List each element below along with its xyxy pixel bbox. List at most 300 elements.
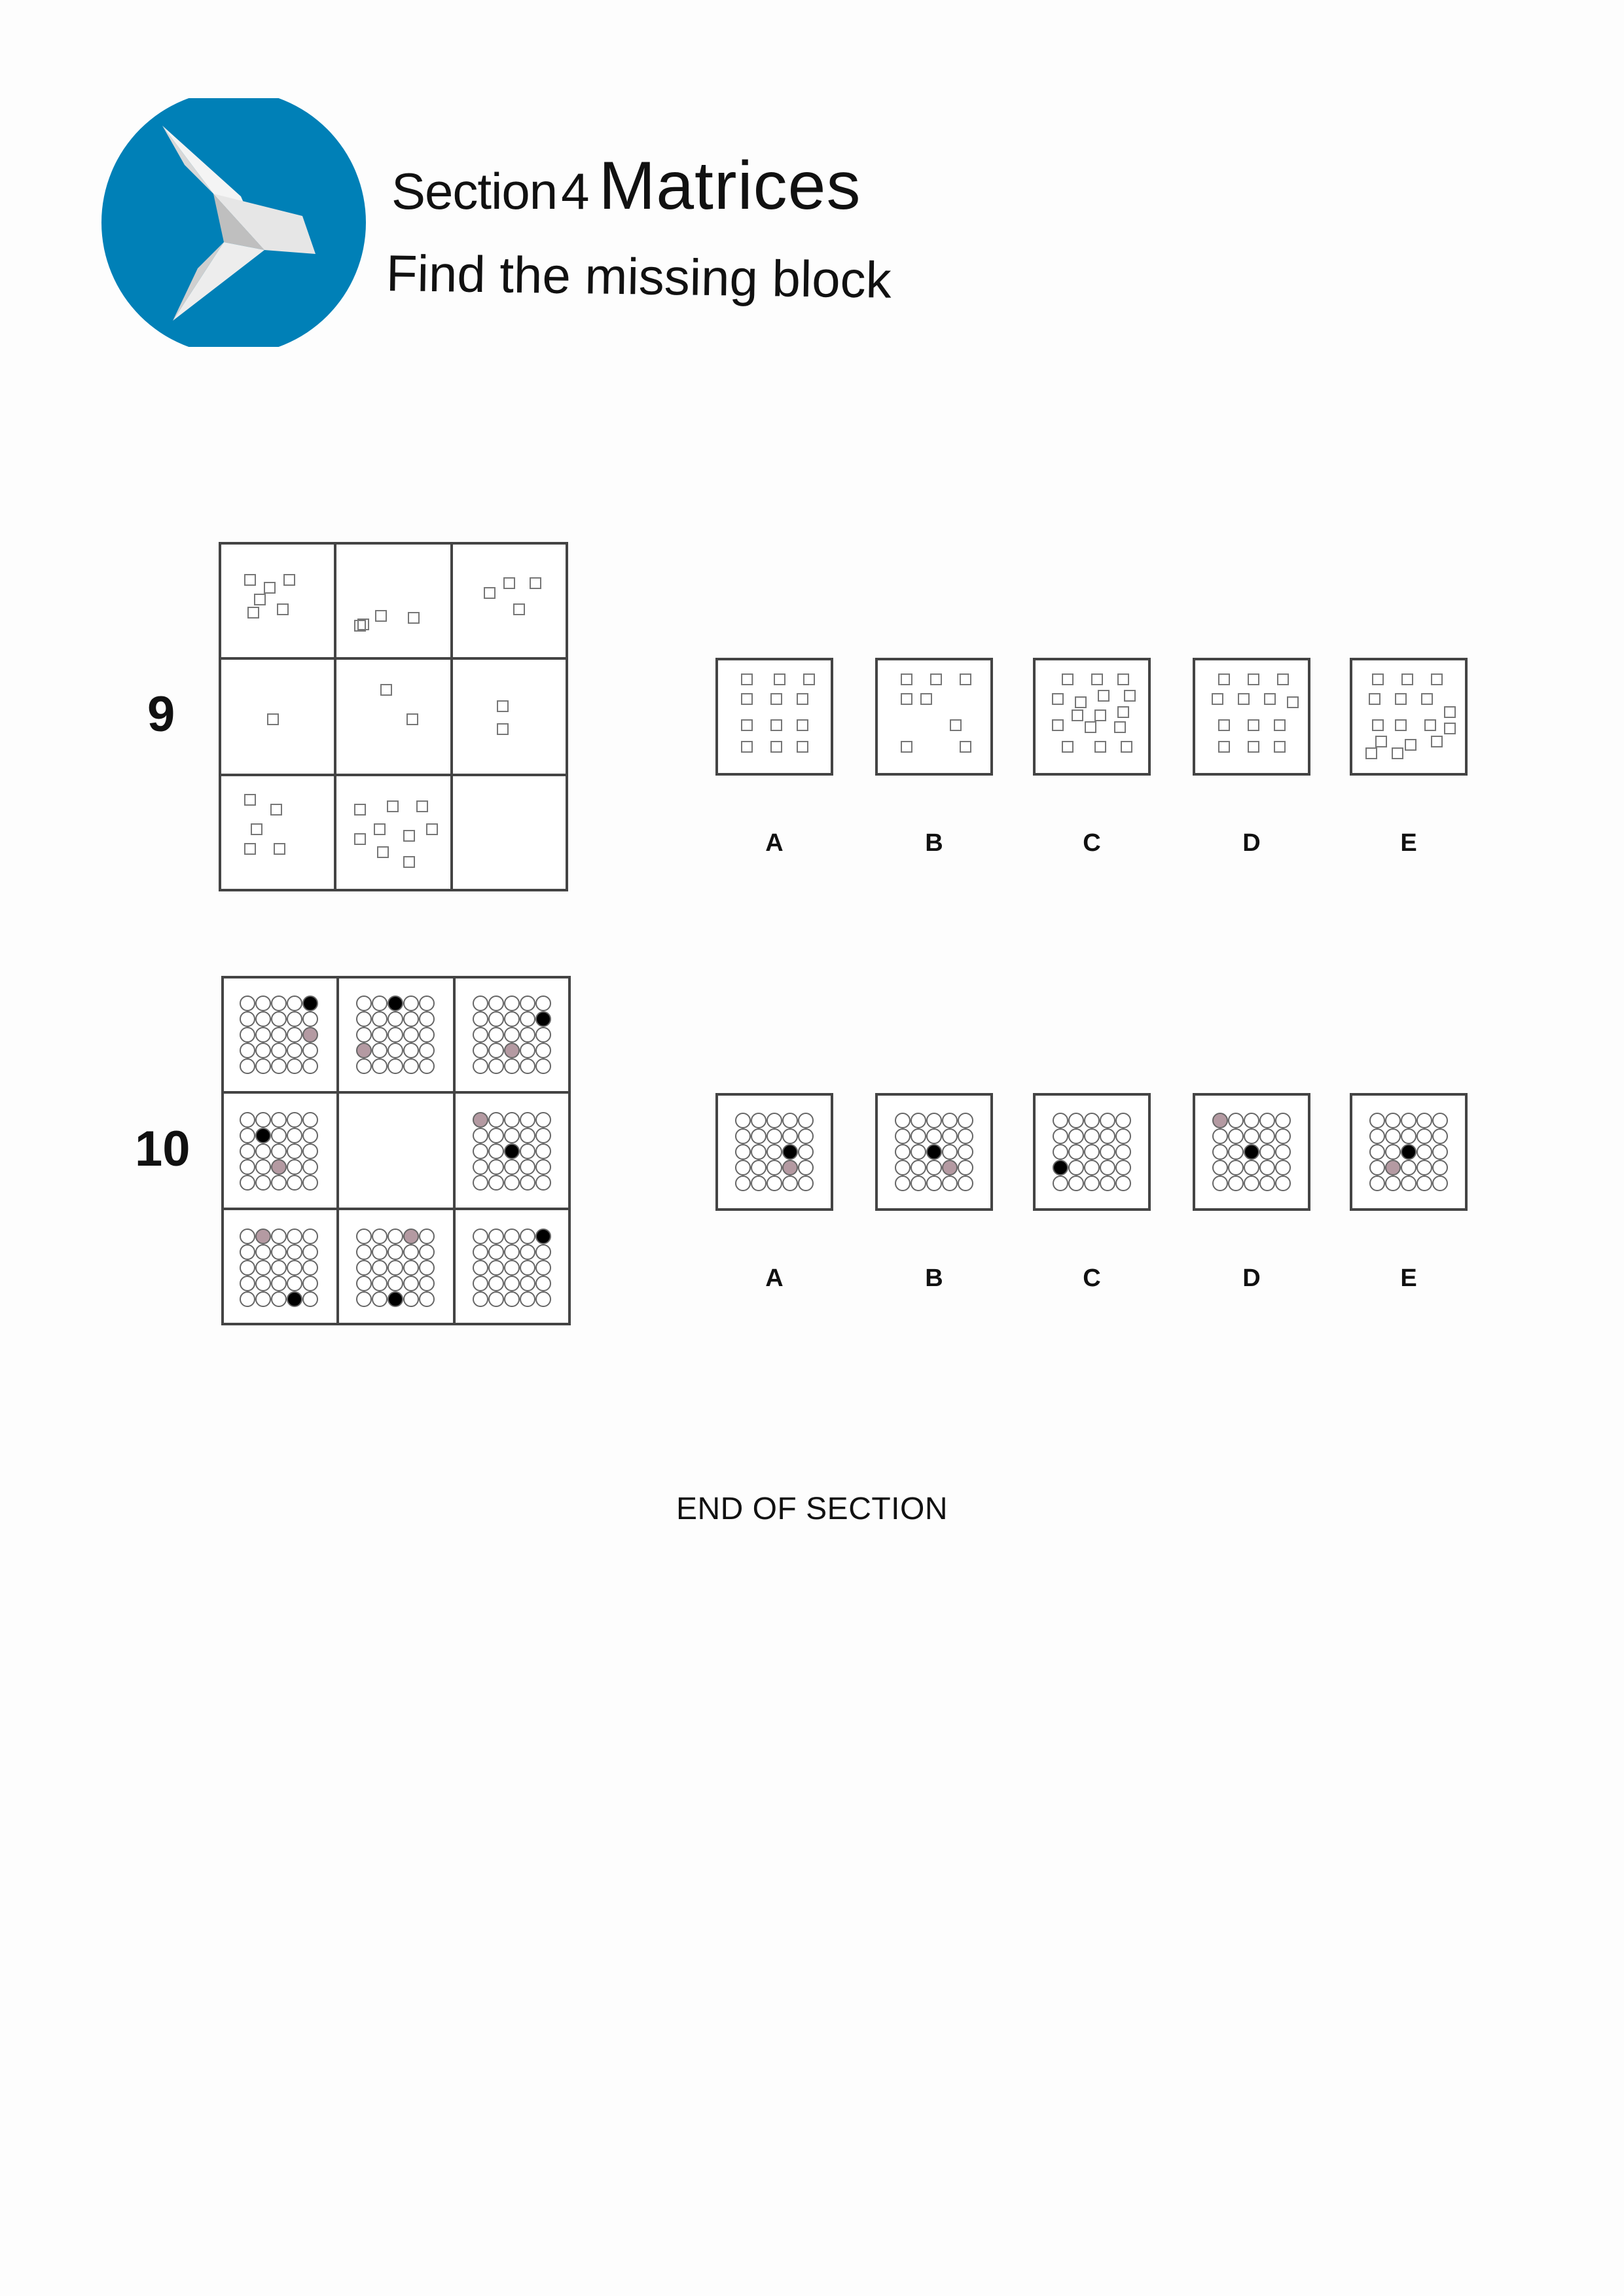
dot-circle [767, 1145, 782, 1159]
dot-circle [1433, 1129, 1447, 1143]
dot-circle [287, 1292, 302, 1306]
dot-circle [272, 1160, 286, 1174]
dot-circle [489, 1144, 503, 1158]
answer-option-c[interactable] [1033, 658, 1151, 776]
dot-circle [287, 1113, 302, 1127]
dot-circle [240, 1229, 255, 1244]
dot-circle [520, 996, 535, 1011]
dot-circle [1116, 1145, 1130, 1159]
dot-circle [943, 1145, 957, 1159]
answer-option-c[interactable] [1033, 1093, 1151, 1211]
dot-circle [303, 996, 317, 1011]
dot-circle [1244, 1160, 1259, 1175]
option-label: C [1083, 1265, 1101, 1292]
dot-circle [1276, 1113, 1290, 1128]
dot-circle [736, 1113, 750, 1128]
dot-circle [287, 1144, 302, 1158]
dot-circle [372, 996, 387, 1011]
dot-circle [505, 1261, 519, 1275]
dot-circle [489, 1059, 503, 1073]
dot-circle [357, 996, 371, 1011]
dot-circle [303, 1245, 317, 1259]
dot-circle [303, 1113, 317, 1127]
dot-circle [473, 996, 488, 1011]
q10-matrix [221, 976, 571, 1325]
dot-circle [536, 1128, 550, 1143]
q9-matrix-frame [220, 543, 567, 890]
dot-circle [388, 996, 403, 1011]
answer-option-d[interactable] [1193, 1093, 1310, 1211]
dot-circle [287, 1261, 302, 1275]
dot-circle [1100, 1129, 1115, 1143]
dot-circle [404, 1261, 418, 1275]
dot-circle [404, 996, 418, 1011]
question-number: 9 [147, 687, 175, 742]
dot-circle [272, 1059, 286, 1073]
dot-circle [420, 1059, 434, 1073]
dot-circle [895, 1145, 910, 1159]
dot-circle [240, 1059, 255, 1073]
dot-circle [272, 1028, 286, 1042]
dot-circle [927, 1176, 941, 1191]
dot-circle [751, 1113, 766, 1128]
dot-circle [272, 1012, 286, 1026]
section-number: 4 [561, 162, 590, 220]
dot-circle [357, 1012, 371, 1026]
dot-circle [372, 1043, 387, 1058]
dot-circle [473, 1028, 488, 1042]
dot-circle [520, 1128, 535, 1143]
dot-circle [958, 1176, 973, 1191]
dot-circle [420, 1012, 434, 1026]
answer-option-b[interactable] [875, 1093, 993, 1211]
dot-circle [505, 1175, 519, 1190]
dot-circle [357, 1292, 371, 1306]
dot-circle [927, 1160, 941, 1175]
dot-circle [505, 1059, 519, 1073]
dot-circle [372, 1012, 387, 1026]
dot-circle [927, 1113, 941, 1128]
dot-circle [751, 1176, 766, 1191]
dot-circle [272, 1276, 286, 1291]
dot-circle [372, 1276, 387, 1291]
dot-circle [287, 1043, 302, 1058]
dot-circle [303, 1261, 317, 1275]
dot-circle [536, 1012, 550, 1026]
dot-circle [505, 1043, 519, 1058]
option-label: E [1400, 829, 1417, 857]
dot-circle [240, 1113, 255, 1127]
dot-circle [489, 1012, 503, 1026]
dot-circle [1085, 1176, 1099, 1191]
dot-circle [303, 1059, 317, 1073]
dot-circle [799, 1176, 813, 1191]
dot-circle [1260, 1129, 1274, 1143]
dot-circle [536, 1144, 550, 1158]
option-label: D [1242, 1265, 1261, 1292]
dot-circle [958, 1113, 973, 1128]
dot-circle [303, 1043, 317, 1058]
dot-circle [420, 1261, 434, 1275]
dot-circle [895, 1160, 910, 1175]
dot-circle [1213, 1145, 1227, 1159]
dot-circle [1244, 1176, 1259, 1191]
q9-matrix [219, 542, 568, 891]
dot-circle [927, 1129, 941, 1143]
answer-option-e[interactable] [1350, 1093, 1468, 1211]
dot-circle [520, 1261, 535, 1275]
dot-circle [895, 1129, 910, 1143]
dot-circle [1401, 1129, 1416, 1143]
dot-circle [1069, 1176, 1083, 1191]
dot-circle [404, 1043, 418, 1058]
dot-circle [272, 1245, 286, 1259]
dot-circle [473, 1245, 488, 1259]
dot-circle [958, 1129, 973, 1143]
dot-circle [520, 1229, 535, 1244]
answer-option-a[interactable] [715, 1093, 833, 1211]
dot-circle [783, 1129, 797, 1143]
dot-circle [272, 1292, 286, 1306]
dot-circle [287, 1012, 302, 1026]
dot-circle [420, 1229, 434, 1244]
dot-circle [1386, 1129, 1400, 1143]
dot-circle [1244, 1145, 1259, 1159]
dot-circle [1069, 1160, 1083, 1175]
dot-circle [420, 1043, 434, 1058]
dot-circle [388, 1059, 403, 1073]
dot-circle [473, 1261, 488, 1275]
dot-circle [256, 1245, 270, 1259]
dot-circle [1276, 1176, 1290, 1191]
dot-circle [473, 1229, 488, 1244]
dot-circle [473, 1059, 488, 1073]
dot-circle [303, 1128, 317, 1143]
dot-circle [473, 1113, 488, 1127]
dot-circle [420, 996, 434, 1011]
dot-circle [372, 1229, 387, 1244]
option-label: A [765, 829, 784, 857]
dot-circle [1276, 1160, 1290, 1175]
dot-circle [240, 1043, 255, 1058]
option-label: A [765, 1265, 784, 1292]
section-title: Matrices [598, 148, 861, 224]
dot-circle [489, 996, 503, 1011]
dot-circle [272, 996, 286, 1011]
dot-circle [240, 996, 255, 1011]
dot-circle [1053, 1145, 1068, 1159]
dot-circle [1401, 1113, 1416, 1128]
dot-circle [357, 1059, 371, 1073]
dot-circle [783, 1160, 797, 1175]
dot-circle [256, 1113, 270, 1127]
dot-circle [1260, 1145, 1274, 1159]
dot-circle [287, 1160, 302, 1174]
dot-circle [303, 1012, 317, 1026]
dot-circle [767, 1160, 782, 1175]
dot-circle [1213, 1113, 1227, 1128]
dot-circle [911, 1145, 926, 1159]
dot-circle [1100, 1145, 1115, 1159]
dot-circle [256, 1059, 270, 1073]
dot-circle [1370, 1160, 1384, 1175]
dot-circle [420, 1276, 434, 1291]
dot-circle [958, 1145, 973, 1159]
dot-circle [1085, 1160, 1099, 1175]
dot-circle [1100, 1176, 1115, 1191]
dot-circle [505, 1292, 519, 1306]
dot-circle [1213, 1129, 1227, 1143]
dot-circle [799, 1145, 813, 1159]
dot-circle [489, 1175, 503, 1190]
dot-circle [256, 1160, 270, 1174]
dot-circle [388, 1261, 403, 1275]
dot-circle [767, 1113, 782, 1128]
dot-circle [473, 1175, 488, 1190]
dot-circle [240, 1012, 255, 1026]
dot-circle [256, 1229, 270, 1244]
dot-circle [767, 1129, 782, 1143]
dot-circle [1260, 1176, 1274, 1191]
dot-circle [388, 1276, 403, 1291]
dot-circle [473, 1012, 488, 1026]
option-label: D [1242, 829, 1261, 857]
dot-circle [783, 1145, 797, 1159]
dot-circle [287, 1229, 302, 1244]
dot-circle [1100, 1113, 1115, 1128]
dot-circle [1100, 1160, 1115, 1175]
dot-circle [1260, 1160, 1274, 1175]
dot-circle [1386, 1176, 1400, 1191]
dot-circle [287, 1128, 302, 1143]
dot-circle [272, 1175, 286, 1190]
dot-circle [1433, 1160, 1447, 1175]
dot-circle [489, 1276, 503, 1291]
dot-circle [927, 1145, 941, 1159]
dot-circle [303, 1229, 317, 1244]
dot-circle [240, 1292, 255, 1306]
dot-circle [1370, 1145, 1384, 1159]
dot-circle [736, 1145, 750, 1159]
dot-circle [404, 1229, 418, 1244]
dot-circle [1276, 1129, 1290, 1143]
dot-circle [505, 1229, 519, 1244]
dot-circle [520, 1292, 535, 1306]
dot-circle [473, 1144, 488, 1158]
dot-circle [357, 1028, 371, 1042]
dot-circle [388, 1245, 403, 1259]
dot-circle [536, 1261, 550, 1275]
dot-circle [536, 1113, 550, 1127]
dot-circle [1053, 1160, 1068, 1175]
dot-circle [943, 1160, 957, 1175]
dot-circle [372, 1059, 387, 1073]
dot-circle [958, 1160, 973, 1175]
dot-circle [1260, 1113, 1274, 1128]
dot-circle [287, 1245, 302, 1259]
dot-circle [272, 1128, 286, 1143]
dot-circle [404, 1245, 418, 1259]
dot-circle [489, 1128, 503, 1143]
dot-circle [287, 1059, 302, 1073]
dot-circle [1069, 1113, 1083, 1128]
dot-circle [943, 1176, 957, 1191]
dot-circle [736, 1129, 750, 1143]
dot-circle [388, 1028, 403, 1042]
dot-circle [1053, 1113, 1068, 1128]
dot-circle [1417, 1145, 1432, 1159]
dot-circle [489, 1245, 503, 1259]
dot-circle [751, 1129, 766, 1143]
dot-circle [388, 1229, 403, 1244]
dot-circle [489, 1160, 503, 1174]
dot-circle [536, 1276, 550, 1291]
answer-option-d[interactable] [1193, 658, 1310, 776]
dot-circle [388, 1292, 403, 1306]
dot-circle [799, 1113, 813, 1128]
section-label: Section [391, 162, 558, 220]
dot-circle [357, 1229, 371, 1244]
dot-circle [357, 1245, 371, 1259]
dot-circle [1085, 1129, 1099, 1143]
dot-circle [783, 1113, 797, 1128]
dot-circle [536, 996, 550, 1011]
dot-circle [1386, 1113, 1400, 1128]
dot-circle [489, 1028, 503, 1042]
dot-circle [536, 1160, 550, 1174]
answer-option-b[interactable] [875, 658, 993, 776]
dot-circle [256, 1175, 270, 1190]
dot-circle [1401, 1176, 1416, 1191]
dot-circle [505, 1245, 519, 1259]
option-label: C [1083, 829, 1101, 857]
dot-circle [240, 1175, 255, 1190]
dot-circle [404, 1292, 418, 1306]
dot-circle [404, 1276, 418, 1291]
dot-circle [489, 1292, 503, 1306]
dot-circle [1244, 1113, 1259, 1128]
dot-circle [256, 1144, 270, 1158]
dot-circle [388, 1012, 403, 1026]
dot-circle [911, 1176, 926, 1191]
dot-circle [943, 1113, 957, 1128]
dot-circle [357, 1261, 371, 1275]
dot-circle [303, 1175, 317, 1190]
dot-circle [1229, 1176, 1243, 1191]
dot-circle [256, 1028, 270, 1042]
dot-circle [240, 1144, 255, 1158]
dot-circle [473, 1128, 488, 1143]
dot-circle [272, 1261, 286, 1275]
dot-circle [272, 1113, 286, 1127]
dot-circle [911, 1129, 926, 1143]
dot-circle [767, 1176, 782, 1191]
dot-circle [736, 1176, 750, 1191]
origami-bird-logo-icon [99, 98, 368, 347]
dot-circle [1417, 1160, 1432, 1175]
dot-circle [240, 1276, 255, 1291]
answer-option-e[interactable] [1350, 658, 1468, 776]
dot-circle [287, 996, 302, 1011]
dot-circle [287, 1175, 302, 1190]
dot-circle [404, 1012, 418, 1026]
dot-circle [372, 1261, 387, 1275]
dot-circle [911, 1113, 926, 1128]
dot-circle [505, 1113, 519, 1127]
dot-circle [1370, 1129, 1384, 1143]
dot-circle [1116, 1160, 1130, 1175]
dot-circle [372, 1292, 387, 1306]
dot-circle [1417, 1176, 1432, 1191]
dot-circle [505, 1012, 519, 1026]
dot-circle [303, 1292, 317, 1306]
dot-circle [1116, 1113, 1130, 1128]
dot-circle [404, 1059, 418, 1073]
dot-circle [1244, 1129, 1259, 1143]
dot-circle [520, 1059, 535, 1073]
dot-circle [404, 1028, 418, 1042]
dot-circle [536, 1059, 550, 1073]
dot-circle [520, 1113, 535, 1127]
dot-circle [287, 1276, 302, 1291]
dot-circle [489, 1229, 503, 1244]
dot-circle [473, 1160, 488, 1174]
dot-circle [1386, 1145, 1400, 1159]
dot-circle [536, 1043, 550, 1058]
dot-circle [256, 1261, 270, 1275]
dot-circle [505, 1144, 519, 1158]
dot-circle [895, 1176, 910, 1191]
dot-circle [1116, 1129, 1130, 1143]
dot-circle [1229, 1160, 1243, 1175]
dot-circle [520, 1028, 535, 1042]
dot-circle [505, 1276, 519, 1291]
dot-circle [799, 1129, 813, 1143]
dot-circle [505, 1028, 519, 1042]
instruction-text: Find the missing block [386, 244, 892, 309]
dot-circle [357, 1043, 371, 1058]
option-label: B [925, 829, 943, 857]
dot-circle [303, 1144, 317, 1158]
dot-circle [895, 1113, 910, 1128]
dot-circle [751, 1145, 766, 1159]
dot-circle [1085, 1145, 1099, 1159]
dot-circle [287, 1028, 302, 1042]
dot-circle [943, 1129, 957, 1143]
dot-circle [1229, 1129, 1243, 1143]
dot-circle [303, 1276, 317, 1291]
answer-option-a[interactable] [715, 658, 833, 776]
dot-circle [783, 1176, 797, 1191]
dot-circle [536, 1229, 550, 1244]
dot-circle [536, 1175, 550, 1190]
dot-circle [272, 1229, 286, 1244]
dot-circle [1229, 1145, 1243, 1159]
dot-circle [1069, 1145, 1083, 1159]
dot-circle [520, 1160, 535, 1174]
dot-circle [911, 1160, 926, 1175]
dot-circle [256, 1043, 270, 1058]
dot-circle [240, 1160, 255, 1174]
dot-circle [1053, 1176, 1068, 1191]
dot-circle [303, 1028, 317, 1042]
dot-circle [1053, 1129, 1068, 1143]
question-number: 10 [135, 1121, 190, 1177]
dot-circle [1417, 1113, 1432, 1128]
dot-circle [272, 1043, 286, 1058]
dot-circle [1433, 1113, 1447, 1128]
dot-circle [1433, 1176, 1447, 1191]
